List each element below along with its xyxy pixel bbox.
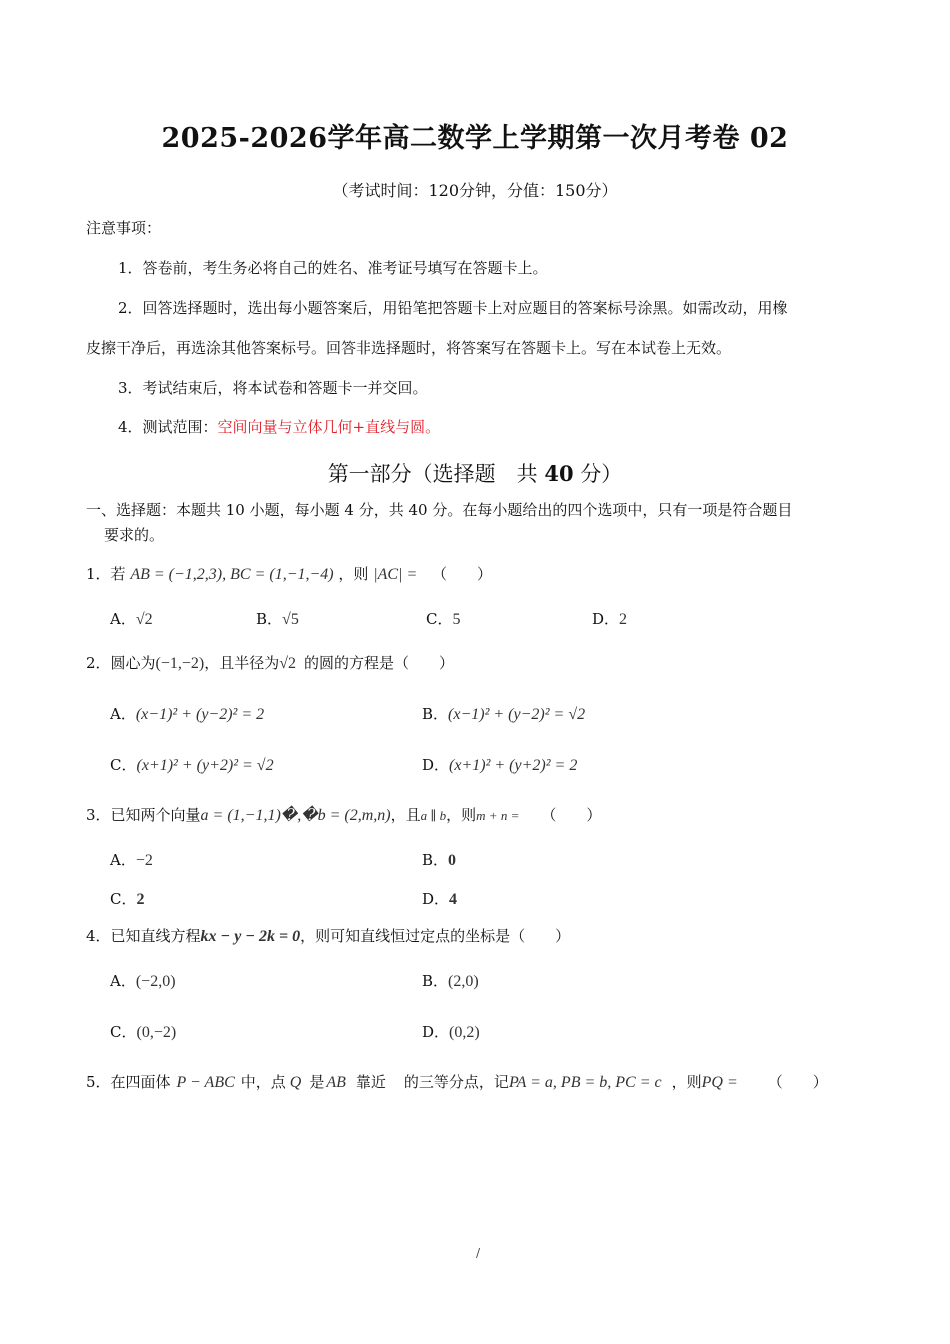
q4-option-d[interactable]: D．(0,2) — [422, 1023, 480, 1041]
q5-tetrahedron: P − ABC — [176, 1074, 235, 1091]
q5-vectors: PA = a, PB = b, PC = c — [508, 1074, 662, 1091]
q1-target: |AC| = — [373, 566, 418, 583]
notice-item-4-prefix: 4．测试范围： — [118, 418, 218, 436]
exam-title: 2025-2026学年高二数学上学期第一次月考卷 02 — [161, 123, 789, 154]
q3-option-d[interactable]: D．4 — [422, 890, 458, 908]
question-3: 3．已知两个向量a = (1,−1,1)�,�b = (2,m,n)，且a ∥ b，则m + n = （ ） — [86, 806, 602, 824]
section-title: 第一部分（选择题 共 40 分） — [327, 461, 623, 486]
q4-line-equation: kx − y − 2k = 0 — [200, 928, 301, 945]
page-footer: / — [476, 1246, 481, 1260]
q2-option-d[interactable]: D．(x+1)² + (y+2)² = 2 — [422, 756, 578, 774]
q3-option-b[interactable]: B．0 — [422, 851, 457, 869]
notice-item-2-line-2: 皮擦干净后，再选涂其他答案标号。回答非选择题时，将答案写在答题卡上。写在本试卷上无效。 — [86, 339, 732, 357]
q2-radius: √2 — [279, 655, 297, 672]
q2-option-b[interactable]: B．(x−1)² + (y−2)² = √2 — [422, 705, 586, 723]
notice-item-4 — [118, 416, 440, 438]
question-4: 4．已知直线方程kx − y − 2k = 0，则可知直线恒过定点的坐标是（ ） — [86, 927, 571, 945]
q2-center: (−1,−2) — [155, 655, 205, 672]
section-score: 40 — [544, 461, 574, 486]
q3-option-a[interactable]: A．−2 — [110, 851, 153, 869]
notice-item-2-line-1: 2．回答选择题时，选出每小题答案后，用铅笔把答题卡上对应题目的答案标号涂黑。如需改动，用橡 — [118, 299, 788, 317]
test-scope: 空间向量与立体几何+直线与圆。 — [217, 418, 441, 436]
notice-item-3: 3．考试结束后，将本试卷和答题卡一并交回。 — [118, 379, 428, 397]
q4-option-b[interactable]: B．(2,0) — [422, 972, 479, 990]
q1-option-a[interactable]: A．√2 — [110, 610, 153, 628]
q4-option-c[interactable]: C．(0,−2) — [110, 1023, 177, 1041]
section-intro-line-2: 要求的。 — [104, 526, 165, 544]
q3-target: m + n = — [476, 808, 520, 823]
question-5: 5．在四面体 P − ABC 中，点 Q 是 AB 靠近 的三等分点，记PA = a, PB = b, PC = c ，则PQ = （ ） — [86, 1073, 828, 1091]
notice-item-1: 1．答卷前，考生务必将自己的姓名、准考证号填写在答题卡上。 — [118, 259, 548, 277]
q3-vectors: a = (1,−1,1)�,�b = (2,m,n) — [200, 807, 391, 824]
section-intro-line-1: 一、选择题：本题共 10 小题，每小题 4 分，共 40 分。在每小题给出的四个选项中，只有一项是符合题目 — [86, 501, 793, 519]
question-2: 2．圆心为(−1,−2)，且半径为√2 的圆的方程是（ ） — [86, 654, 455, 672]
q1-option-c[interactable]: C．5 — [426, 610, 461, 628]
q3-option-c[interactable]: C．2 — [110, 890, 145, 908]
q1-option-d[interactable]: D．2 — [592, 610, 628, 628]
q2-option-a[interactable]: A．(x−1)² + (y−2)² = 2 — [110, 705, 265, 723]
exam-subtitle: （考试时间：120分钟，分值：150分） — [332, 181, 618, 200]
question-1: 1．若 AB = (−1,2,3), BC = (1,−1,−4) ，则 |AC| = （ ） — [86, 565, 493, 583]
q1-option-b[interactable]: B．√5 — [256, 610, 299, 628]
q2-option-c[interactable]: C．(x+1)² + (y+2)² = √2 — [110, 756, 274, 774]
q1-given-vectors: AB = (−1,2,3), BC = (1,−1,−4) — [130, 566, 334, 583]
q3-parallel: a ∥ b — [420, 808, 447, 823]
q4-option-a[interactable]: A．(−2,0) — [110, 972, 176, 990]
q5-target: PQ = — [701, 1074, 738, 1091]
notice-heading: 注意事项： — [86, 219, 162, 237]
